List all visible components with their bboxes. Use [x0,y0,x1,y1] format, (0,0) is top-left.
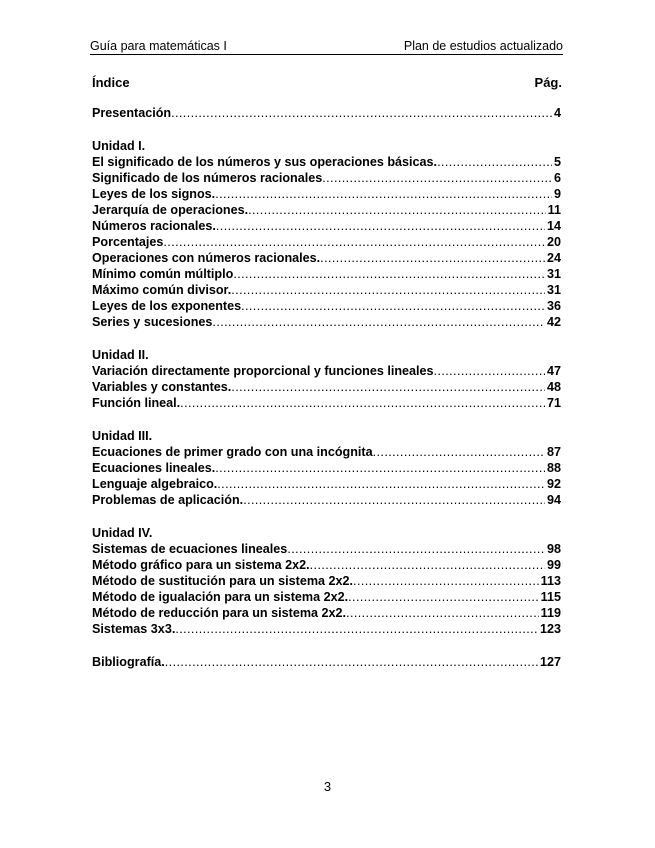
toc-entry-page: 115 [540,590,561,604]
toc-entry-title: Leyes de los signos. [92,187,216,201]
header-rule [90,54,563,55]
toc-entry-title: Ecuaciones lineales. [92,461,216,475]
dot-leader [320,250,545,266]
toc-entry-bibliography [92,654,561,670]
dot-leader [180,395,545,411]
header-right-title: Plan de estudios actualizado [403,39,563,53]
toc-entry [92,605,561,621]
toc-entry-title: Método de reducción para un sistema 2x2. [92,606,347,620]
toc-entry-page: 31 [546,267,561,281]
toc-title: Índice [92,75,130,90]
toc-entry-page: 99 [546,558,561,572]
toc-entry [92,298,561,314]
toc-entry-page: 9 [553,187,561,201]
toc-entry [92,541,561,557]
toc-entry-page: 47 [546,364,561,378]
dot-leader [437,154,552,170]
toc-entry-page: 20 [546,235,561,249]
toc-entry-page: 94 [546,493,561,507]
unit-heading: Unidad II. [92,348,149,362]
toc-entry-title: Lenguaje algebraico. [92,477,218,491]
toc-page-label: Pág. [534,75,562,90]
toc-units [92,138,561,654]
dot-leader [346,605,539,621]
dot-leader [175,621,538,637]
toc-entry-page: 48 [546,380,561,394]
dot-leader [215,186,552,202]
toc-entry [92,573,561,589]
table-of-contents [92,105,561,670]
toc-entry-title: Presentación [92,106,172,120]
toc-entry-page: 14 [546,219,561,233]
toc-entry [92,218,561,234]
toc-entry-page: 119 [540,606,561,620]
toc-entry-page: 6 [553,171,561,185]
toc-entry [92,589,561,605]
dot-leader [165,654,538,670]
toc-entry-page: 4 [553,106,561,120]
toc-entry-page: 113 [540,574,561,588]
dot-leader [217,476,545,492]
toc-entry-title: Método de igualación para un sistema 2x2. [92,590,349,604]
toc-entry [92,170,561,186]
dot-leader [373,444,545,460]
toc-entry-title: Números racionales. [92,219,216,233]
toc-entry [92,250,561,266]
toc-heading-row [92,74,562,92]
toc-entry [92,363,561,379]
toc-entry [92,266,561,282]
dot-leader [348,589,539,605]
toc-entry [92,476,561,492]
header-left-title: Guía para matemáticas I [90,39,227,53]
toc-entry-page: 42 [546,315,561,329]
toc-entry-title: Sistemas 3x3. [92,622,176,636]
dot-leader [434,363,545,379]
toc-entry [92,202,561,218]
toc-entry-title: El significado de los números y sus operaciones básicas. [92,155,438,169]
toc-entry-page: 5 [553,155,561,169]
toc-entry-title: Función lineal. [92,396,181,410]
dot-leader [233,266,545,282]
toc-entry-page: 92 [546,477,561,491]
toc-entry-title: Problemas de aplicación. [92,493,244,507]
running-header [90,37,563,55]
dot-leader [212,314,545,330]
dot-leader [163,234,545,250]
toc-entry [92,314,561,330]
dot-leader [215,460,545,476]
toc-entry-title: Mínimo común múltiplo [92,267,234,281]
dot-leader [171,105,552,121]
toc-entry-page: 127 [539,655,561,669]
toc-entry-page: 31 [546,283,561,297]
toc-entry [92,186,561,202]
toc-entry-title: Significado de los números racionales [92,171,323,185]
toc-entry-title: Leyes de los exponentes [92,299,242,313]
toc-entry-title: Variación directamente proporcional y funciones lineales [92,364,434,378]
unit-heading: Unidad IV. [92,526,153,540]
toc-entry-page: 11 [547,203,561,217]
toc-entry-title: Series y sucesiones [92,315,213,329]
toc-entry-title: Máximo común divisor. [92,283,232,297]
toc-entry-title: Ecuaciones de primer grado con una incógnita [92,445,373,459]
toc-entry [92,444,561,460]
unit-heading: Unidad I. [92,139,146,153]
toc-entry-title: Operaciones con números racionales. [92,251,321,265]
toc-entry [92,282,561,298]
dot-leader [322,170,552,186]
dot-leader [231,379,545,395]
dot-leader [241,298,545,314]
dot-leader [216,218,545,234]
toc-entry-page: 88 [546,461,561,475]
toc-entry-title: Porcentajes [92,235,164,249]
toc-entry [92,557,561,573]
toc-entry [92,379,561,395]
toc-entry-page: 98 [546,542,561,556]
toc-entry-title: Jerarquía de operaciones. [92,203,249,217]
toc-entry [92,460,561,476]
toc-entry [92,395,561,411]
toc-entry-page: 24 [546,251,561,265]
dot-leader [310,557,545,573]
toc-entry-page: 36 [546,299,561,313]
toc-entry-title: Variables y constantes. [92,380,232,394]
dot-leader [353,573,539,589]
unit-heading: Unidad III. [92,429,153,443]
toc-entry [92,492,561,508]
dot-leader [287,541,545,557]
toc-entry-title: Método de sustitución para un sistema 2x2. [92,574,354,588]
toc-entry [92,234,561,250]
toc-entry-page: 123 [539,622,561,636]
toc-entry [92,154,561,170]
toc-entry-title: Sistemas de ecuaciones lineales [92,542,288,556]
toc-entry-title: Bibliografía. [92,655,165,669]
toc-entry-title: Método gráfico para un sistema 2x2. [92,558,310,572]
toc-entry [92,621,561,637]
toc-entry-page: 87 [546,445,561,459]
dot-leader [243,492,545,508]
toc-entry-presentation [92,105,561,121]
toc-entry-page: 71 [546,396,561,410]
dot-leader [248,202,546,218]
page-number: 3 [323,779,332,794]
dot-leader [231,282,545,298]
